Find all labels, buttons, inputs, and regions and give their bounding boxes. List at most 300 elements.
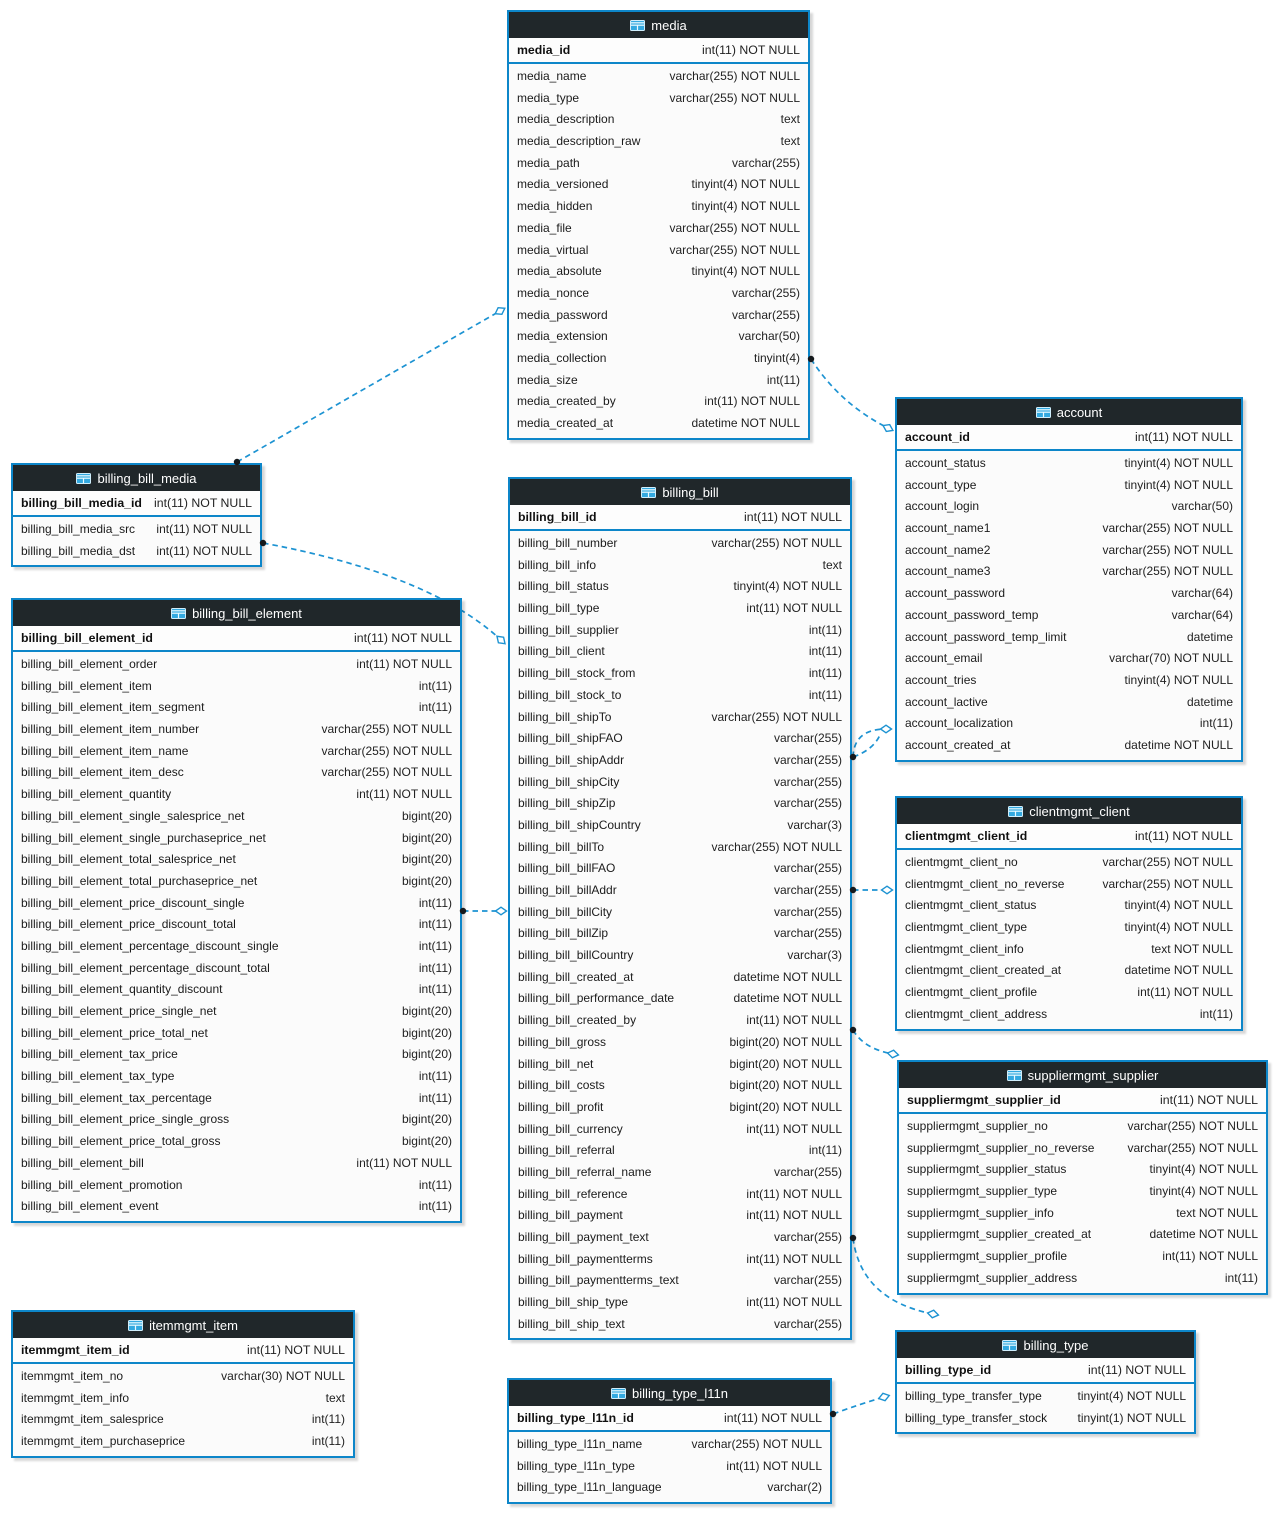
primary-key-row <box>897 1358 1194 1384</box>
field-name: suppliermgmt_supplier_status <box>907 1162 1067 1177</box>
primary-key-row <box>897 425 1241 451</box>
field-row <box>510 707 850 729</box>
field-type: int(11) NOT NULL <box>156 522 252 536</box>
field-name: media_absolute <box>517 264 602 279</box>
field-row <box>899 1246 1266 1268</box>
table-header[interactable] <box>510 479 850 505</box>
pk-field-type: int(11) NOT NULL <box>724 1411 822 1425</box>
table-billing_bill_element[interactable] <box>11 598 462 1223</box>
table-header[interactable] <box>897 399 1241 425</box>
field-row <box>509 218 808 240</box>
field-name: billing_bill_type <box>518 601 600 616</box>
field-name: billing_bill_element_tax_type <box>21 1069 175 1084</box>
field-name: billing_bill_paymentterms_text <box>518 1273 679 1288</box>
field-type: varchar(255) NOT NULL <box>321 722 452 737</box>
field-type: datetime NOT NULL <box>1124 737 1233 752</box>
table-billing_bill_media[interactable] <box>11 463 262 567</box>
field-row <box>510 902 850 924</box>
field-row <box>509 305 808 327</box>
field-row <box>897 627 1241 649</box>
field-name: media_created_at <box>517 416 614 430</box>
field-type: int(11) <box>418 960 452 975</box>
field-row <box>13 1409 353 1431</box>
field-row <box>509 261 808 283</box>
pk-field-name: media_id <box>517 43 571 57</box>
field-row <box>897 518 1241 540</box>
field-row <box>13 1088 460 1110</box>
field-name: billing_bill_element_price_discount_single <box>21 895 245 910</box>
field-list <box>509 64 808 438</box>
pk-field-name: billing_bill_id <box>518 510 597 524</box>
field-list <box>13 652 460 1221</box>
field-type: varchar(255) NOT NULL <box>691 1437 822 1451</box>
field-type: bigint(20) <box>401 1047 452 1062</box>
table-header[interactable] <box>897 1332 1194 1358</box>
pk-field-name: billing_bill_element_id <box>21 631 153 645</box>
field-row <box>510 598 850 620</box>
field-name: billing_bill_created_at <box>518 969 634 984</box>
table-title: media <box>651 17 687 33</box>
field-type: bigint(20) <box>401 852 452 867</box>
field-type: datetime NOT NULL <box>733 969 842 984</box>
field-type: int(11) <box>418 1069 452 1084</box>
field-row <box>897 713 1241 735</box>
field-type: varchar(255) NOT NULL <box>321 743 452 758</box>
field-name: account_password <box>905 586 1006 601</box>
field-name: billing_bill_shipZip <box>518 796 616 811</box>
table-title: billing_type_l11n <box>632 1385 728 1401</box>
field-type: tinyint(4) NOT NULL <box>733 579 842 594</box>
field-row <box>897 540 1241 562</box>
field-type: int(11) <box>418 938 452 953</box>
field-list <box>510 531 850 1338</box>
field-name: suppliermgmt_supplier_profile <box>907 1249 1068 1264</box>
field-name: media_size <box>517 372 578 387</box>
field-name: billing_bill_profit <box>518 1099 604 1114</box>
field-row <box>510 1054 850 1076</box>
field-row <box>899 1203 1266 1225</box>
field-type: varchar(30) NOT NULL <box>221 1369 345 1383</box>
field-row <box>897 670 1241 692</box>
field-row <box>13 719 460 741</box>
field-row <box>509 196 808 218</box>
field-row <box>13 784 460 806</box>
field-name: billing_type_l11n_language <box>517 1480 662 1495</box>
table-account[interactable] <box>895 397 1243 762</box>
field-name: account_email <box>905 651 983 666</box>
field-row <box>897 453 1241 475</box>
field-row <box>510 815 850 837</box>
field-name: suppliermgmt_supplier_info <box>907 1205 1054 1220</box>
field-row <box>897 1004 1241 1026</box>
field-type: int(11) NOT NULL <box>746 1121 842 1136</box>
field-name: media_file <box>517 220 572 235</box>
field-row <box>897 561 1241 583</box>
field-type: text <box>780 134 800 149</box>
field-type: varchar(50) <box>738 329 800 344</box>
primary-key-row <box>13 491 260 517</box>
field-row <box>897 1386 1194 1408</box>
field-row <box>13 1066 460 1088</box>
field-type: int(11) <box>418 700 452 715</box>
field-list <box>897 451 1241 760</box>
field-type: varchar(255) NOT NULL <box>321 765 452 780</box>
primary-key-row <box>509 38 808 64</box>
pk-field-name: billing_type_id <box>905 1363 992 1377</box>
field-name: billing_bill_element_price_single_net <box>21 1004 217 1018</box>
field-name: billing_bill_ship_type <box>518 1295 629 1310</box>
field-name: billing_bill_element_bill <box>21 1155 144 1170</box>
table-title: billing_type <box>1023 1337 1089 1353</box>
field-name: account_lactive <box>905 694 988 709</box>
pk-field-name: clientmgmt_client_id <box>905 829 1028 843</box>
table-header[interactable] <box>13 600 460 626</box>
field-type: datetime NOT NULL <box>691 416 800 430</box>
field-row <box>899 1224 1266 1246</box>
table-itemmgmt_item[interactable] <box>11 1310 355 1458</box>
field-type: tinyint(4) NOT NULL <box>1124 477 1233 492</box>
field-type: varchar(255) NOT NULL <box>1127 1140 1258 1155</box>
field-type: int(11) <box>808 622 842 637</box>
pk-field-type: int(11) NOT NULL <box>1160 1093 1258 1107</box>
field-type: varchar(3) <box>787 948 842 963</box>
field-name: media_nonce <box>517 285 590 300</box>
field-row <box>510 880 850 902</box>
field-row <box>509 413 808 435</box>
field-type: int(11) <box>808 687 842 702</box>
field-name: billing_bill_billCountry <box>518 948 634 963</box>
field-name: media_type <box>517 90 580 105</box>
field-row <box>510 1314 850 1336</box>
field-type: int(11) <box>418 917 452 932</box>
table-media[interactable] <box>507 10 810 440</box>
field-name: account_created_at <box>905 737 1011 752</box>
primary-key-row <box>897 824 1241 850</box>
field-type: int(11) <box>418 678 452 693</box>
table-billing_bill[interactable] <box>508 477 852 1340</box>
field-row <box>13 697 460 719</box>
field-name: billing_bill_element_order <box>21 657 158 671</box>
field-name: billing_bill_element_event <box>21 1199 159 1214</box>
field-type: varchar(2) <box>767 1480 822 1495</box>
field-row <box>510 837 850 859</box>
field-name: billing_bill_element_item_name <box>21 743 189 758</box>
field-row <box>899 1181 1266 1203</box>
primary-key-row <box>509 1406 830 1432</box>
pk-field-name: billing_bill_media_id <box>21 496 142 510</box>
field-name: billing_type_transfer_stock <box>905 1410 1048 1425</box>
field-name: billing_bill_reference <box>518 1186 628 1201</box>
field-name: media_description <box>517 112 615 127</box>
field-type: varchar(255) <box>773 1316 842 1331</box>
table-header[interactable] <box>13 1312 353 1338</box>
table-clientmgmt_client[interactable] <box>895 796 1243 1031</box>
field-row <box>897 605 1241 627</box>
field-name: billing_bill_element_price_discount_total <box>21 917 236 932</box>
pk-field-type: int(11) NOT NULL <box>154 496 252 510</box>
field-name: media_extension <box>517 329 608 344</box>
field-row <box>13 849 460 871</box>
field-type: varchar(255) NOT NULL <box>711 709 842 724</box>
field-type: int(11) <box>418 1177 452 1192</box>
field-row <box>510 533 850 555</box>
field-name: billing_bill_element_item_number <box>21 722 200 737</box>
field-type: int(11) NOT NULL <box>746 1251 842 1266</box>
field-row <box>897 692 1241 714</box>
table-header[interactable] <box>509 1380 830 1406</box>
table-billing_type_l11n[interactable] <box>507 1378 832 1504</box>
field-name: billing_bill_gross <box>518 1034 607 1049</box>
field-name: billing_bill_media_dst <box>21 543 136 558</box>
field-name: billing_bill_supplier <box>518 622 619 637</box>
table-suppliermgmt_supplier[interactable] <box>897 1060 1268 1295</box>
field-name: suppliermgmt_supplier_no <box>907 1119 1048 1133</box>
field-type: int(11) <box>418 895 452 910</box>
field-row <box>509 283 808 305</box>
table-title: itemmgmt_item <box>149 1317 238 1333</box>
field-row <box>510 1227 850 1249</box>
pk-field-name: itemmgmt_item_id <box>21 1343 130 1357</box>
field-type: bigint(20) NOT NULL <box>729 1078 842 1093</box>
field-type: varchar(255) <box>773 1273 842 1288</box>
field-type: tinyint(4) NOT NULL <box>1124 898 1233 913</box>
field-row <box>13 979 460 1001</box>
primary-key-row <box>510 505 850 531</box>
field-type: datetime NOT NULL <box>1149 1227 1258 1242</box>
table-title: clientmgmt_client <box>1029 803 1130 819</box>
table-icon <box>630 20 645 31</box>
field-name: billing_bill_billZip <box>518 926 609 941</box>
pk-field-type: int(11) NOT NULL <box>1088 1363 1186 1377</box>
field-name: billing_bill_payment_text <box>518 1230 649 1244</box>
table-header[interactable] <box>13 465 260 491</box>
field-type: varchar(255) NOT NULL <box>1102 542 1233 557</box>
field-row <box>510 1097 850 1119</box>
field-row <box>509 348 808 370</box>
pk-field-type: int(11) NOT NULL <box>744 510 842 524</box>
field-name: itemmgmt_item_info <box>21 1390 130 1405</box>
field-row <box>13 676 460 698</box>
field-name: clientmgmt_client_address <box>905 1006 1048 1021</box>
field-name: billing_bill_element_percentage_discount_total <box>21 960 270 975</box>
field-type: bigint(20) <box>401 1134 452 1149</box>
field-row <box>13 1023 460 1045</box>
field-type: int(11) <box>1199 716 1233 731</box>
table-icon <box>1002 1340 1017 1351</box>
field-list <box>509 1432 830 1502</box>
field-type: varchar(255) <box>731 285 800 300</box>
field-name: media_name <box>517 69 587 83</box>
field-list <box>897 850 1241 1029</box>
field-name: media_password <box>517 307 608 322</box>
field-type: bigint(20) NOT NULL <box>729 1099 842 1114</box>
table-icon <box>641 487 656 498</box>
table-icon <box>76 473 91 484</box>
field-row <box>13 958 460 980</box>
field-name: media_description_raw <box>517 134 641 149</box>
field-row <box>509 391 808 413</box>
field-name: suppliermgmt_supplier_type <box>907 1184 1058 1199</box>
field-type: varchar(3) <box>787 817 842 832</box>
field-name: billing_bill_client <box>518 644 605 659</box>
field-type: varchar(255) NOT NULL <box>669 90 800 105</box>
field-type: datetime NOT NULL <box>733 991 842 1006</box>
field-name: billing_bill_billFAO <box>518 861 616 876</box>
field-type: tinyint(4) NOT NULL <box>691 199 800 214</box>
field-name: billing_bill_shipCountry <box>518 817 641 832</box>
field-row <box>13 1131 460 1153</box>
field-type: varchar(255) <box>773 731 842 746</box>
field-type: varchar(64) <box>1171 607 1233 622</box>
table-billing_type[interactable] <box>895 1330 1196 1434</box>
field-row <box>510 1075 850 1097</box>
table-header[interactable] <box>509 12 808 38</box>
pk-field-type: int(11) NOT NULL <box>1135 430 1233 444</box>
field-type: tinyint(4) NOT NULL <box>1149 1184 1258 1199</box>
field-name: billing_bill_info <box>518 557 597 572</box>
table-header[interactable] <box>899 1062 1266 1088</box>
field-type: int(11) <box>418 982 452 997</box>
field-name: billing_bill_element_quantity <box>21 787 172 802</box>
pk-field-name: account_id <box>905 430 970 444</box>
field-type: bigint(20) <box>401 830 452 845</box>
field-name: clientmgmt_client_no_reverse <box>905 876 1065 891</box>
field-name: billing_bill_shipFAO <box>518 731 623 746</box>
field-name: billing_bill_element_tax_percentage <box>21 1090 212 1105</box>
field-name: clientmgmt_client_profile <box>905 985 1038 1000</box>
table-header[interactable] <box>897 798 1241 824</box>
field-name: billing_type_transfer_type <box>905 1389 1042 1403</box>
field-type: bigint(20) <box>401 1025 452 1040</box>
field-row <box>13 936 460 958</box>
field-name: media_hidden <box>517 199 593 214</box>
field-name: billing_bill_costs <box>518 1078 605 1093</box>
field-row <box>510 641 850 663</box>
pk-field-name: suppliermgmt_supplier_id <box>907 1093 1061 1107</box>
field-row <box>13 1001 460 1023</box>
field-type: varchar(255) <box>773 774 842 789</box>
field-type: bigint(20) NOT NULL <box>729 1056 842 1071</box>
field-type: varchar(255) NOT NULL <box>669 69 800 83</box>
field-type: varchar(255) NOT NULL <box>1102 876 1233 891</box>
field-type: varchar(255) NOT NULL <box>711 839 842 854</box>
table-title: billing_bill_element <box>192 605 302 621</box>
field-row <box>509 131 808 153</box>
field-type: datetime <box>1186 629 1233 644</box>
field-name: account_password_temp <box>905 607 1039 622</box>
field-row <box>510 728 850 750</box>
field-name: billing_bill_performance_date <box>518 991 675 1006</box>
field-type: varchar(255) <box>773 752 842 767</box>
field-type: text <box>325 1390 345 1405</box>
field-row <box>510 1162 850 1184</box>
field-row <box>13 519 260 541</box>
field-row <box>509 66 808 88</box>
field-row <box>897 960 1241 982</box>
field-type: varchar(255) NOT NULL <box>669 220 800 235</box>
field-row <box>510 967 850 989</box>
field-row <box>510 1292 850 1314</box>
field-row <box>13 893 460 915</box>
field-name: billing_bill_element_quantity_discount <box>21 982 223 997</box>
pk-field-type: int(11) NOT NULL <box>354 631 452 645</box>
field-row <box>509 326 808 348</box>
field-row <box>510 1270 850 1292</box>
field-list <box>13 517 260 565</box>
field-type: int(11) NOT NULL <box>1137 985 1233 1000</box>
field-list <box>899 1114 1266 1293</box>
field-name: media_virtual <box>517 242 589 257</box>
field-row <box>509 1477 830 1499</box>
field-row <box>13 1196 460 1218</box>
field-type: datetime NOT NULL <box>1124 963 1233 978</box>
field-row <box>510 555 850 577</box>
field-type: varchar(255) NOT NULL <box>1127 1119 1258 1133</box>
field-type: tinyint(4) NOT NULL <box>1124 456 1233 470</box>
field-name: billing_bill_shipTo <box>518 709 612 724</box>
field-type: int(11) NOT NULL <box>704 394 800 409</box>
field-type: tinyint(4) NOT NULL <box>1077 1389 1186 1403</box>
field-type: varchar(255) NOT NULL <box>669 242 800 257</box>
field-name: billing_bill_element_single_purchaseprice_net <box>21 830 266 845</box>
field-type: tinyint(4) NOT NULL <box>1124 672 1233 687</box>
field-row <box>13 1175 460 1197</box>
field-type: varchar(255) <box>773 796 842 811</box>
field-type: int(11) NOT NULL <box>746 1208 842 1223</box>
field-row <box>13 1366 353 1388</box>
field-type: bigint(20) <box>401 1112 452 1127</box>
field-row <box>13 1153 460 1175</box>
field-type: tinyint(4) <box>753 350 800 365</box>
pk-field-type: int(11) NOT NULL <box>247 1343 345 1357</box>
field-type: varchar(255) <box>773 904 842 919</box>
field-row <box>509 153 808 175</box>
field-type: int(11) NOT NULL <box>1162 1249 1258 1264</box>
field-list <box>13 1364 353 1456</box>
field-row <box>899 1268 1266 1290</box>
field-row <box>13 1431 353 1453</box>
field-type: text <box>780 112 800 127</box>
field-type: datetime <box>1186 694 1233 709</box>
field-type: int(11) NOT NULL <box>356 657 452 671</box>
field-name: billing_bill_element_promotion <box>21 1177 183 1192</box>
field-type: int(11) <box>418 1199 452 1214</box>
field-row <box>510 1032 850 1054</box>
field-type: varchar(255) <box>773 883 842 897</box>
field-name: billing_bill_created_by <box>518 1013 637 1028</box>
field-name: account_status <box>905 456 986 470</box>
field-type: int(11) <box>418 1090 452 1105</box>
field-type: int(11) <box>808 1143 842 1158</box>
field-row <box>510 988 850 1010</box>
field-type: bigint(20) <box>401 1004 452 1018</box>
field-row <box>13 914 460 936</box>
field-name: billing_bill_status <box>518 579 609 594</box>
field-name: billing_bill_element_item_segment <box>21 700 205 715</box>
field-type: int(11) <box>1224 1270 1258 1285</box>
field-row <box>510 858 850 880</box>
field-name: billing_bill_net <box>518 1056 594 1071</box>
field-row <box>510 1249 850 1271</box>
field-row <box>13 541 260 563</box>
field-name: suppliermgmt_supplier_created_at <box>907 1227 1092 1242</box>
field-row <box>13 1109 460 1131</box>
primary-key-row <box>899 1088 1266 1114</box>
field-name: billing_bill_element_single_salesprice_net <box>21 808 245 823</box>
field-name: billing_bill_billTo <box>518 839 605 854</box>
field-row <box>899 1138 1266 1160</box>
field-type: varchar(64) <box>1171 586 1233 601</box>
